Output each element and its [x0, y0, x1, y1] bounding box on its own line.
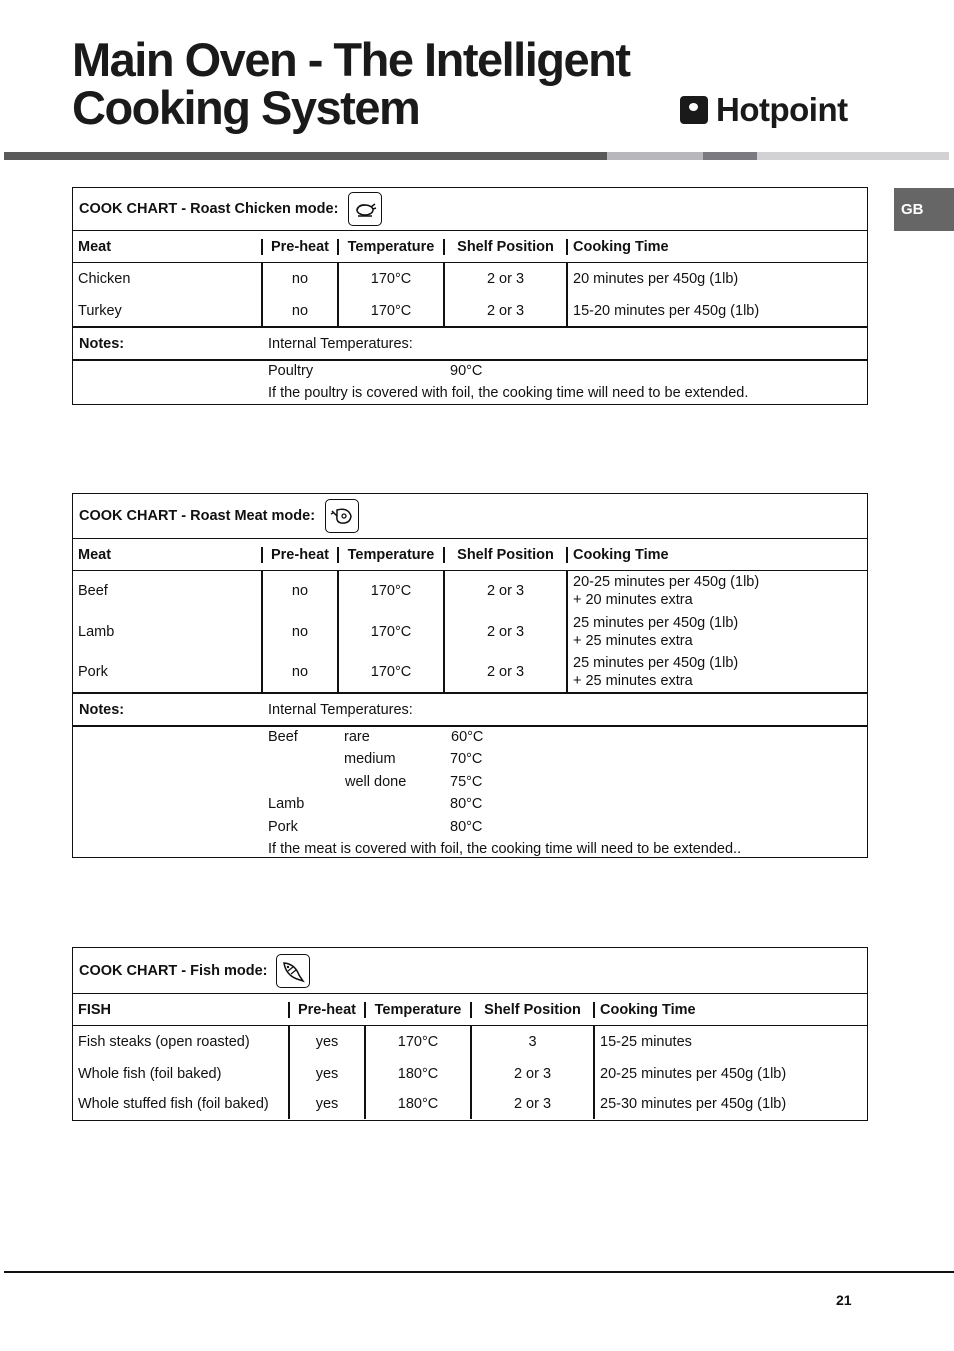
rare-temp: 60°C: [451, 729, 484, 745]
notes-label: Notes:: [79, 701, 125, 718]
table-cell: 2 or 3: [486, 302, 525, 319]
table-cell: Lamb: [78, 623, 115, 640]
notes-detail: [73, 361, 867, 403]
footer-divider: [4, 1271, 954, 1273]
table-cell: yes: [315, 1096, 339, 1112]
table-cell: Beef: [78, 583, 108, 599]
fish-column: [73, 1026, 290, 1119]
pork-temp: 80°C: [450, 819, 483, 835]
chart-title-text: COOK CHART - Fish mode:: [79, 962, 268, 979]
well-done-temp: 75°C: [450, 774, 483, 790]
medium-temp: 70°C: [450, 751, 483, 767]
table-cell: 20 minutes per 450g (1lb): [573, 271, 739, 287]
temperature-column: [339, 263, 445, 326]
col-header-cooking-time: Cooking Time: [600, 1001, 696, 1018]
brand-name: Hotpoint: [716, 91, 848, 128]
col-header-cooking-time: Cooking Time: [573, 546, 669, 563]
table-cell: 170°C: [370, 271, 412, 287]
table-cell: no: [291, 664, 309, 680]
lamb-label: Lamb: [268, 796, 305, 812]
brand-logo: [680, 92, 848, 128]
col-header-shelf-position: Shelf Position: [445, 239, 568, 255]
col-header-meat: Meat: [73, 547, 263, 563]
roast-chicken-chart: [72, 187, 868, 405]
notes-heading: Internal Temperatures:: [268, 701, 413, 718]
roast-meat-chart: [72, 493, 868, 858]
table-cell: no: [291, 583, 309, 599]
table-body: [73, 571, 867, 694]
page-title: [72, 33, 630, 134]
well-done-label: well done: [345, 774, 407, 790]
notes-label: Notes:: [79, 335, 125, 352]
pork-label: Pork: [268, 819, 298, 835]
header-stripe-mid: [703, 152, 757, 160]
table-cell: 20-25 minutes per 450g (1lb): [600, 1065, 787, 1082]
table-cell: 170°C: [370, 623, 412, 640]
table-cell: [573, 571, 867, 611]
col-header-fish: FISH: [73, 1002, 290, 1018]
chart-title: [73, 948, 867, 994]
cooking-time-extra: + 25 minutes extra: [573, 673, 693, 689]
notes-row: [73, 328, 867, 361]
table-header: [73, 231, 867, 263]
cooking-time-column: [568, 263, 867, 326]
page-title-line-1: Main Oven - The Intelligent: [72, 33, 630, 86]
shelf-column: [445, 571, 568, 692]
cooking-time-extra: + 25 minutes extra: [573, 633, 693, 649]
table-cell: [573, 611, 867, 652]
preheat-column: [290, 1026, 366, 1119]
table-cell: 2 or 3: [486, 271, 525, 287]
table-cell: no: [291, 623, 309, 640]
fish-chart: [72, 947, 868, 1121]
table-cell: Turkey: [78, 302, 122, 319]
table-header: [73, 994, 867, 1026]
chart-title-text: COOK CHART - Roast Meat mode:: [79, 508, 316, 524]
cooking-time-line: 25 minutes per 450g (1lb): [573, 615, 739, 631]
table-cell: Chicken: [78, 271, 131, 287]
table-cell: 15-20 minutes per 450g (1lb): [573, 302, 760, 319]
roast-meat-icon: [325, 499, 359, 533]
table-body: [73, 1026, 867, 1119]
hotpoint-logo-icon: [680, 96, 708, 124]
lamb-temp: 80°C: [450, 796, 483, 812]
table-cell: 170°C: [370, 302, 412, 319]
table-cell: 170°C: [397, 1034, 439, 1050]
header-stripe-light: [607, 152, 703, 160]
notes-row: [73, 694, 867, 727]
header-stripe-dark: [4, 152, 607, 160]
table-cell: Pork: [78, 664, 108, 680]
foil-note: If the meat is covered with foil, the cooking time will need to be extended..: [268, 841, 742, 857]
table-cell: 2 or 3: [513, 1065, 552, 1082]
col-header-shelf-position: Shelf Position: [472, 1002, 595, 1018]
table-cell: 180°C: [397, 1065, 439, 1082]
roast-chicken-icon: [348, 192, 382, 226]
table-cell: 170°C: [370, 664, 412, 680]
cooking-time-line: 20-25 minutes per 450g (1lb): [573, 574, 760, 590]
table-cell: 2 or 3: [513, 1096, 552, 1112]
meat-column: [73, 571, 263, 692]
table-cell: 180°C: [397, 1096, 439, 1112]
table-cell: Fish steaks (open roasted): [78, 1034, 250, 1050]
table-header: [73, 539, 867, 571]
chart-title: [73, 494, 867, 539]
notes-detail: [73, 727, 867, 861]
shelf-column: [445, 263, 568, 326]
table-cell: no: [291, 302, 309, 319]
temperature-column: [339, 571, 445, 692]
table-cell: 25-30 minutes per 450g (1lb): [600, 1096, 787, 1112]
chart-title: [73, 188, 867, 231]
cooking-time-line: 25 minutes per 450g (1lb): [573, 655, 739, 671]
page-title-line-2: Cooking System: [72, 81, 420, 134]
table-cell: 3: [528, 1034, 537, 1050]
header-stripe-pale: [757, 152, 949, 160]
table-cell: Whole fish (foil baked): [78, 1065, 222, 1082]
rare-label: rare: [344, 729, 370, 745]
poultry-temp: 90°C: [450, 363, 483, 379]
table-body: [73, 263, 867, 328]
col-header-temperature: Temperature: [366, 1002, 472, 1018]
table-cell: no: [291, 271, 309, 287]
col-header-shelf-position: Shelf Position: [445, 547, 568, 563]
table-cell: 15-25 minutes: [600, 1034, 692, 1050]
preheat-column: [263, 263, 339, 326]
table-cell: 170°C: [370, 583, 412, 599]
col-header-cooking-time: Cooking Time: [573, 238, 669, 255]
page-number: 21: [836, 1292, 852, 1308]
poultry-label: Poultry: [268, 363, 314, 379]
fish-icon: [276, 954, 310, 988]
table-cell: 2 or 3: [486, 623, 525, 640]
table-cell: Whole stuffed fish (foil baked): [78, 1096, 269, 1112]
temperature-column: [366, 1026, 472, 1119]
col-header-preheat: Pre-heat: [263, 239, 339, 255]
table-cell: 2 or 3: [486, 583, 525, 599]
table-cell: [573, 652, 867, 692]
table-cell: 2 or 3: [486, 664, 525, 680]
cooking-time-extra: + 20 minutes extra: [573, 592, 693, 608]
table-cell: yes: [315, 1034, 339, 1050]
chart-title-text: COOK CHART - Roast Chicken mode:: [79, 201, 339, 217]
shelf-column: [472, 1026, 595, 1119]
foil-note: If the poultry is covered with foil, the cooking time will need to be extended.: [268, 385, 749, 401]
col-header-meat: Meat: [73, 239, 263, 255]
beef-label: Beef: [268, 729, 298, 745]
table-cell: yes: [315, 1065, 339, 1082]
preheat-column: [263, 571, 339, 692]
notes-heading: Internal Temperatures:: [268, 335, 413, 352]
meat-column: [73, 263, 263, 326]
col-header-temperature: Temperature: [339, 547, 445, 563]
cooking-time-column: [595, 1026, 867, 1119]
col-header-temperature: Temperature: [339, 239, 445, 255]
medium-label: medium: [344, 751, 396, 767]
language-tab: GB: [894, 188, 954, 231]
col-header-preheat: Pre-heat: [290, 1002, 366, 1018]
cooking-time-column: [568, 571, 867, 692]
col-header-preheat: Pre-heat: [263, 547, 339, 563]
